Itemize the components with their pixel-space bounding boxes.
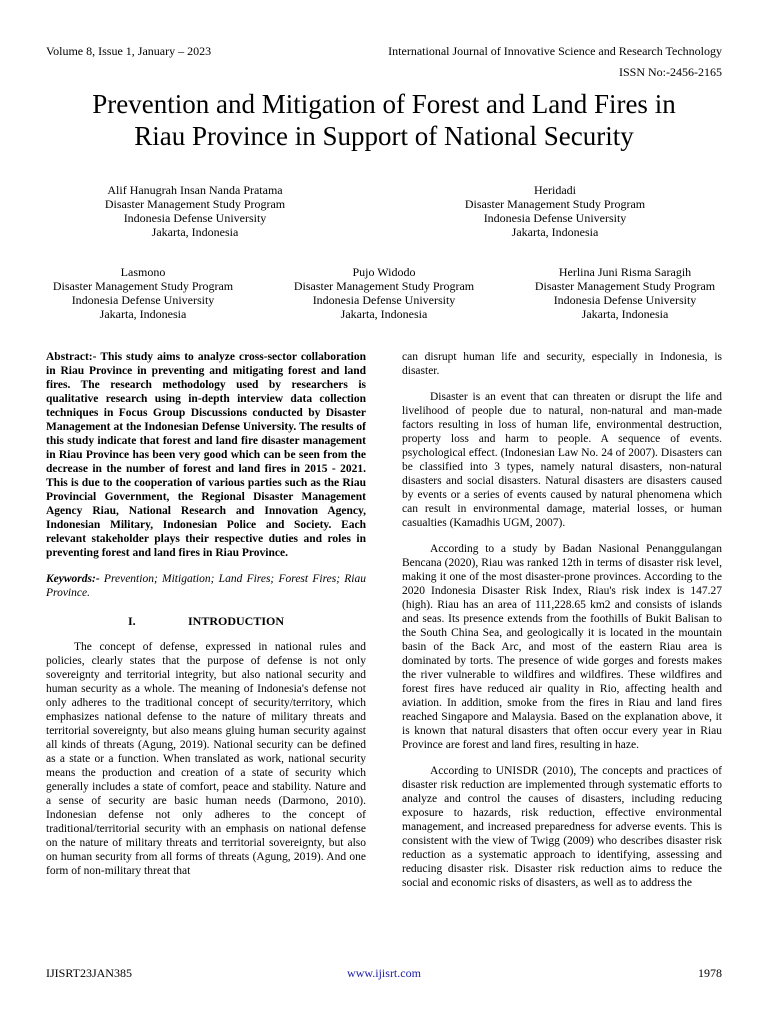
abstract: Abstract:- This study aims to analyze cross-sector collaboration in Riau Province in preventing and mitigating forest and land fires. The research methodology used by researchers is qualitative research using in-depth interview data collection techniques in Focus Group Discussions conducted by Disaster Management at the Indonesian Defense University. The results of this study indicate that forest and land fire disaster management in Riau Province has been very good which can be seen from the decrease in the number of forest and land fires in 2015 - 2021. This is due to the cooperation of various parties such as the Riau Provincial Government, the Regional Disaster Management Agency Riau, National Research and Innovation Agency, Indonesian Military, Indonesian Police and Society. Each relevant stakeholder plays their respective duties and roles in preventing forest and land fires in Riau Province. [46, 351, 366, 559]
section-title: INTRODUCTION [187, 614, 284, 628]
body-paragraph: According to UNISDR (2010), The concepts and practices of disaster risk reduction are implemented through systematic efforts to analyze and control the causes of disasters, including reducing exposure to hazards, risk reduction, effective environmental management, and increased preparedness for adverse events. This is consistent with the view of Twigg (2009) who describes disaster risk reduction as a systematic approach to identifying, assessing and reducing disaster risk. Disaster risk reduction aims to reduce the social and economic risks of disasters, as well as to address the [402, 765, 722, 889]
author-program: Disaster Management Study Program [293, 279, 475, 293]
author-program: Disaster Management Study Program [104, 197, 286, 211]
left-column [46, 350, 366, 890]
author-city: Jakarta, Indonesia [581, 307, 669, 321]
author-program: Disaster Management Study Program [52, 279, 234, 293]
author-block-5 [520, 265, 730, 321]
author-university: Indonesia Defense University [71, 293, 215, 307]
section-number: I. [127, 614, 136, 628]
section-heading [46, 614, 366, 628]
author-name: Lasmono [120, 265, 166, 279]
author-city: Jakarta, Indonesia [511, 225, 599, 239]
author-city: Jakarta, Indonesia [99, 307, 187, 321]
author-name: Pujo Widodo [352, 265, 416, 279]
author-university: Indonesia Defense University [123, 211, 267, 225]
footer-url-link[interactable]: www.ijisrt.com [347, 966, 421, 980]
right-column [402, 350, 722, 902]
author-block-3 [38, 265, 248, 321]
paper-title [30, 88, 738, 152]
author-program: Disaster Management Study Program [464, 197, 646, 211]
author-block-2 [450, 183, 660, 239]
page-number: 1978 [698, 966, 722, 980]
keywords [46, 572, 366, 600]
body-paragraph: According to a study by Badan Nasional Penanggulangan Bencana (2020), Riau was ranked 12th in terms of disaster risk level, making it one of the most disaster-prone provinces. According to the 2020 Indonesia Disaster Risk Index, Riau's risk index is 147.27 (high). Riau has an area of 111,228.65 km2 and consists of islands and seas. Its presence extends from the foothills of Bukit Balisan to the South China Sea, and geologically it is located in the mountain basin of the Back Arc, and most of the eastern Riau area is dominated by torts. The presence of wide gorges and forests makes the river vulnerable to wildfires and wildfires. These wildfires and forest fires have reduced air quality in Rio, affecting health and aviation. In addition, smoke from the fires in Riau and land fires reached Singapore and Malaysia. Based on the explanation above, it is known that natural disasters that often occur every year in Riau Province are forest and land fires, resulting in haze. [402, 543, 722, 751]
author-name: Heridadi [534, 183, 576, 197]
keywords-label: Keywords:- [46, 573, 100, 585]
keywords-text: Prevention; Mitigation; Land Fires; Forest Fires; Riau Province. [46, 573, 366, 599]
footer-code: IJISRT23JAN385 [46, 966, 132, 980]
author-block-4 [279, 265, 489, 321]
intro-paragraph: The concept of defense, expressed in national rules and policies, clearly states that the purpose of defense is not only sovereignty and territorial integrity, but also national security and human security as a whole. The meaning of Indonesia's defense not only adheres to the traditional concept of security/territory, which emphasizes national defense to the nature of military threats and territorial sovereignty, but also means gluing human security against all kinds of threats (Agung, 2019). National security can be defined as a state or a function. When translated as work, national security means the production and creation of a state of security which generally includes a state of comfort, peace and stability. Nature and a sense of security are basic human needs (Darmono, 2010). Indonesian defense not only adheres to the concept of traditional/territorial security with an emphasis on national defense on the nature of military threats and territorial sovereignty, but also on human security from all forms of threats (Agung, 2019). And one form of non-military threat that [46, 641, 366, 877]
body-paragraph: can disrupt human life and security, especially in Indonesia, is disaster. [402, 351, 722, 377]
journal-issn: ISSN No:-2456-2165 [618, 65, 722, 79]
author-city: Jakarta, Indonesia [151, 225, 239, 239]
journal-volume: Volume 8, Issue 1, January – 2023 [46, 44, 212, 58]
author-program: Disaster Management Study Program [534, 279, 716, 293]
paper-title-line-1: Prevention and Mitigation of Forest and Land Fires in [92, 89, 676, 119]
body-paragraph: Disaster is an event that can threaten or disrupt the life and livelihood of people due to natural, non-natural and man-made factors resulting in loss of human life, environmental destruction, property loss and harm to people. A sequence of events. psychological effect. (Indonesian Law No. 24 of 2007). Disasters can be classified into 3 types, namely natural disasters, non-natural disasters and social disasters. Natural disasters are disasters caused by events or a series of events caused by natural phenomena which can result in environmental damage, material losses, or human casualties (Kamadhis UGM, 2007). [402, 391, 722, 529]
author-city: Jakarta, Indonesia [340, 307, 428, 321]
author-university: Indonesia Defense University [312, 293, 456, 307]
author-name: Herlina Juni Risma Saragih [558, 265, 692, 279]
author-university: Indonesia Defense University [553, 293, 697, 307]
paper-title-line-2: Riau Province in Support of National Security [134, 121, 634, 151]
author-block-1 [90, 183, 300, 239]
author-name: Alif Hanugrah Insan Nanda Pratama [107, 183, 283, 197]
author-university: Indonesia Defense University [483, 211, 627, 225]
journal-name: International Journal of Innovative Science and Research Technology [388, 44, 722, 58]
